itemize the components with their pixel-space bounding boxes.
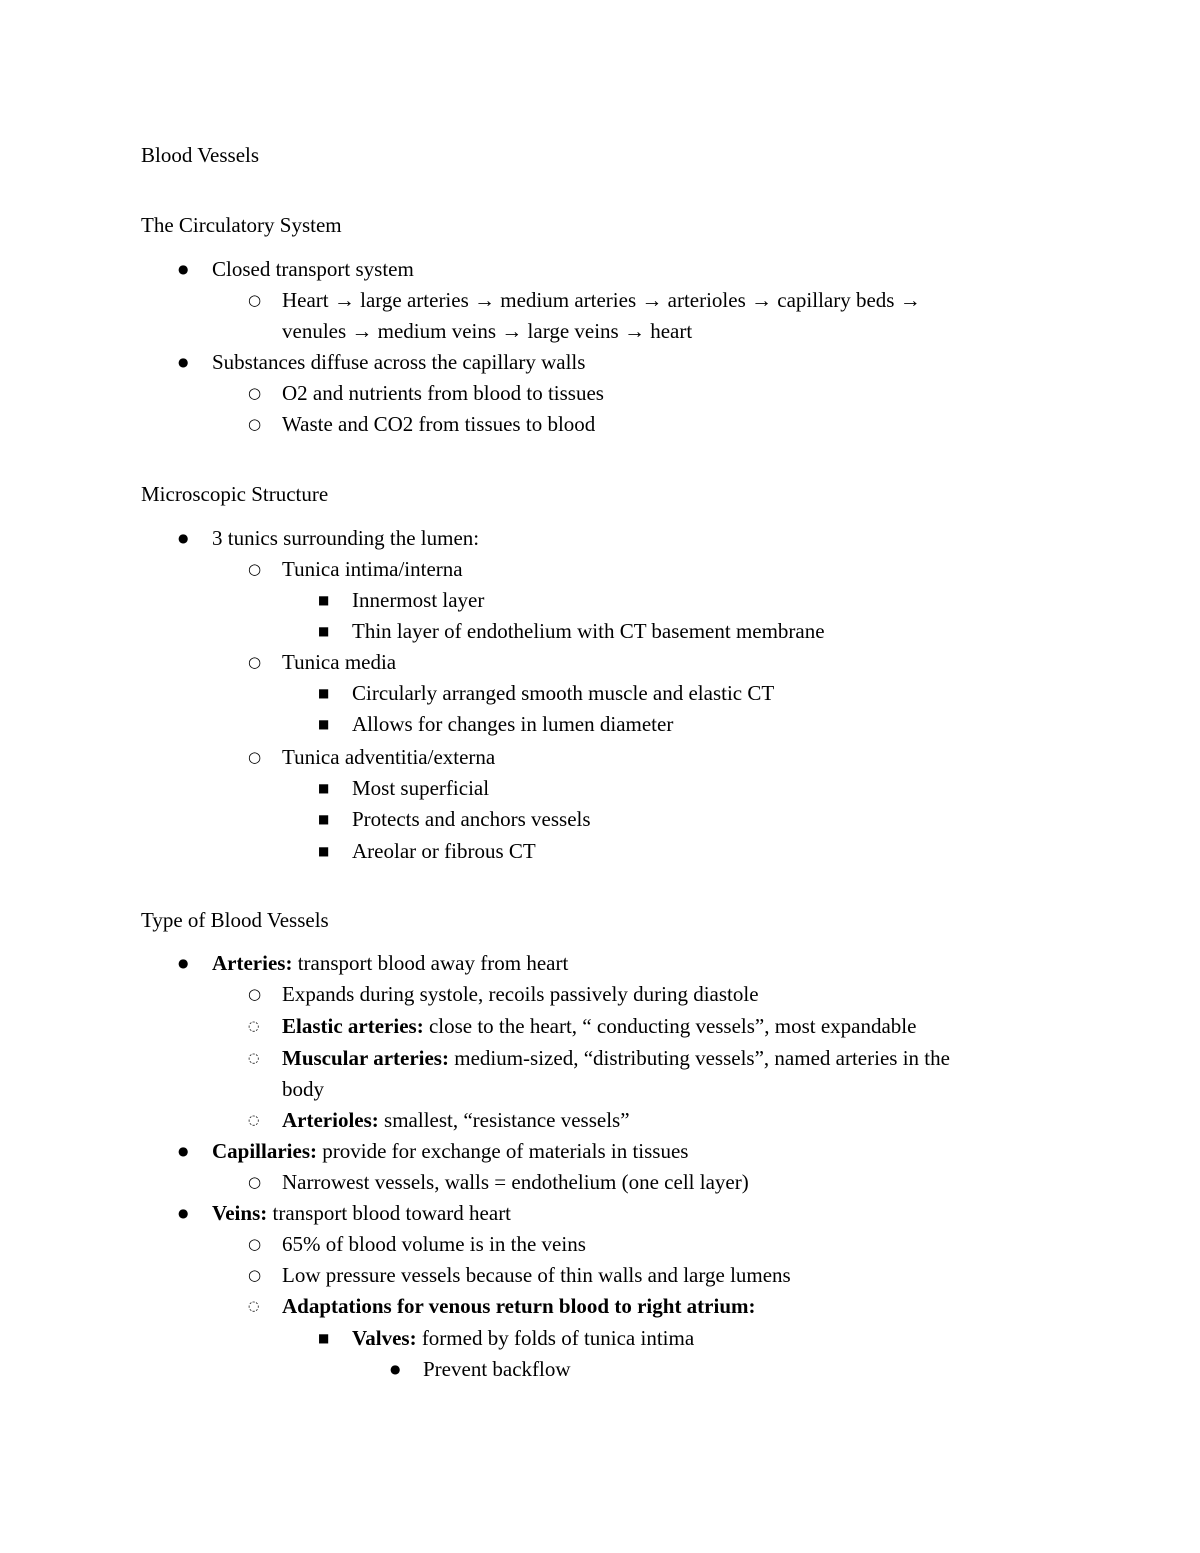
bullet-square-icon: ■: [318, 1331, 330, 1345]
list-item-continuation: venules → medium veins → large veins → heart: [282, 319, 693, 343]
term-label: Arterioles:: [282, 1108, 379, 1132]
bullet-dotted-circle-icon: ◌: [248, 1113, 260, 1128]
term-text: formed by folds of tunica intima: [416, 1326, 695, 1350]
term-text: provide for exchange of materials in tissues: [317, 1139, 689, 1163]
term-label: Adaptations for venous return blood to right atrium:: [282, 1294, 756, 1318]
bullet-disc-icon: ●: [178, 1144, 189, 1158]
bullet-disc-icon: ●: [178, 1206, 189, 1220]
list-item: [212, 948, 568, 979]
bullet-circle-icon: ○: [248, 985, 262, 1003]
term-label: Arteries:: [212, 951, 293, 975]
bullet-square-icon: ■: [318, 624, 330, 638]
list-item: [282, 1105, 630, 1136]
list-item: [282, 1291, 756, 1322]
bullet-dotted-circle-icon: ◌: [248, 1299, 260, 1314]
list-item: [352, 1323, 694, 1354]
list-item: [282, 1043, 950, 1074]
term-label: Muscular arteries:: [282, 1046, 449, 1070]
bullet-circle-icon: ○: [248, 1235, 262, 1253]
term-label: Elastic arteries:: [282, 1014, 424, 1038]
list-item: [282, 1011, 916, 1042]
bullet-circle-icon: ○: [248, 384, 262, 402]
list-item: Areolar or fibrous CT: [352, 839, 536, 863]
list-item: Substances diffuse across the capillary walls: [212, 350, 586, 374]
list-item: Closed transport system: [212, 257, 414, 281]
list-item: Thin layer of endothelium with CT basement membrane: [352, 619, 825, 643]
list-item: Tunica intima/interna: [282, 557, 463, 581]
bullet-square-icon: ■: [318, 781, 330, 795]
term-text: transport blood toward heart: [267, 1201, 512, 1225]
term-label: Veins:: [212, 1201, 268, 1225]
list-item: Heart → large arteries → medium arteries → arterioles → capillary beds →: [282, 288, 921, 312]
section-heading-circulatory: The Circulatory System: [141, 213, 342, 237]
term-label: Valves:: [352, 1326, 417, 1350]
list-item: Innermost layer: [352, 588, 485, 612]
list-item: Circularly arranged smooth muscle and elastic CT: [352, 681, 775, 705]
list-item: Expands during systole, recoils passively during diastole: [282, 982, 759, 1006]
bullet-dotted-circle-icon: ◌: [248, 1019, 260, 1034]
list-item-continuation: body: [282, 1077, 324, 1101]
term-label: Capillaries:: [212, 1139, 317, 1163]
list-item: Prevent backflow: [423, 1357, 571, 1381]
section-heading-microscopic: Microscopic Structure: [141, 482, 329, 506]
bullet-dotted-circle-icon: ◌: [248, 1051, 260, 1066]
bullet-square-icon: ■: [318, 717, 330, 731]
list-item: [212, 1198, 511, 1229]
bullet-circle-icon: ○: [248, 1173, 262, 1191]
list-item: Waste and CO2 from tissues to blood: [282, 412, 596, 436]
list-item: [212, 1136, 688, 1167]
bullet-circle-icon: ○: [248, 1266, 262, 1284]
bullet-square-icon: ■: [318, 812, 330, 826]
term-text: close to the heart, “ conducting vessels”, most expandable: [423, 1014, 917, 1038]
bullet-square-icon: ■: [318, 593, 330, 607]
bullet-circle-icon: ○: [248, 748, 262, 766]
bullet-disc-icon: ●: [178, 956, 189, 970]
bullet-disc-icon: ●: [178, 531, 189, 545]
list-item: Low pressure vessels because of thin walls and large lumens: [282, 1263, 791, 1287]
list-item: Tunica media: [282, 650, 397, 674]
list-item: Allows for changes in lumen diameter: [352, 712, 674, 736]
section-heading-types: Type of Blood Vessels: [141, 908, 329, 932]
bullet-disc-icon: ●: [178, 262, 189, 276]
document-title: Blood Vessels: [141, 143, 260, 167]
list-item: Protects and anchors vessels: [352, 807, 591, 831]
bullet-circle-icon: ○: [248, 560, 262, 578]
bullet-disc-icon: ●: [390, 1362, 401, 1376]
list-item: Narrowest vessels, walls = endothelium (one cell layer): [282, 1170, 749, 1194]
bullet-circle-icon: ○: [248, 415, 262, 433]
list-item: 65% of blood volume is in the veins: [282, 1232, 586, 1256]
term-text: transport blood away from heart: [292, 951, 569, 975]
term-text: medium-sized, “distributing vessels”, named arteries in the: [448, 1046, 950, 1070]
list-item: O2 and nutrients from blood to tissues: [282, 381, 604, 405]
term-text: smallest, “resistance vessels”: [378, 1108, 630, 1132]
list-item: 3 tunics surrounding the lumen:: [212, 526, 480, 550]
bullet-square-icon: ■: [318, 686, 330, 700]
bullet-disc-icon: ●: [178, 355, 189, 369]
bullet-circle-icon: ○: [248, 653, 262, 671]
list-item: Tunica adventitia/externa: [282, 745, 496, 769]
bullet-circle-icon: ○: [248, 291, 262, 309]
bullet-square-icon: ■: [318, 844, 330, 858]
list-item: Most superficial: [352, 776, 490, 800]
